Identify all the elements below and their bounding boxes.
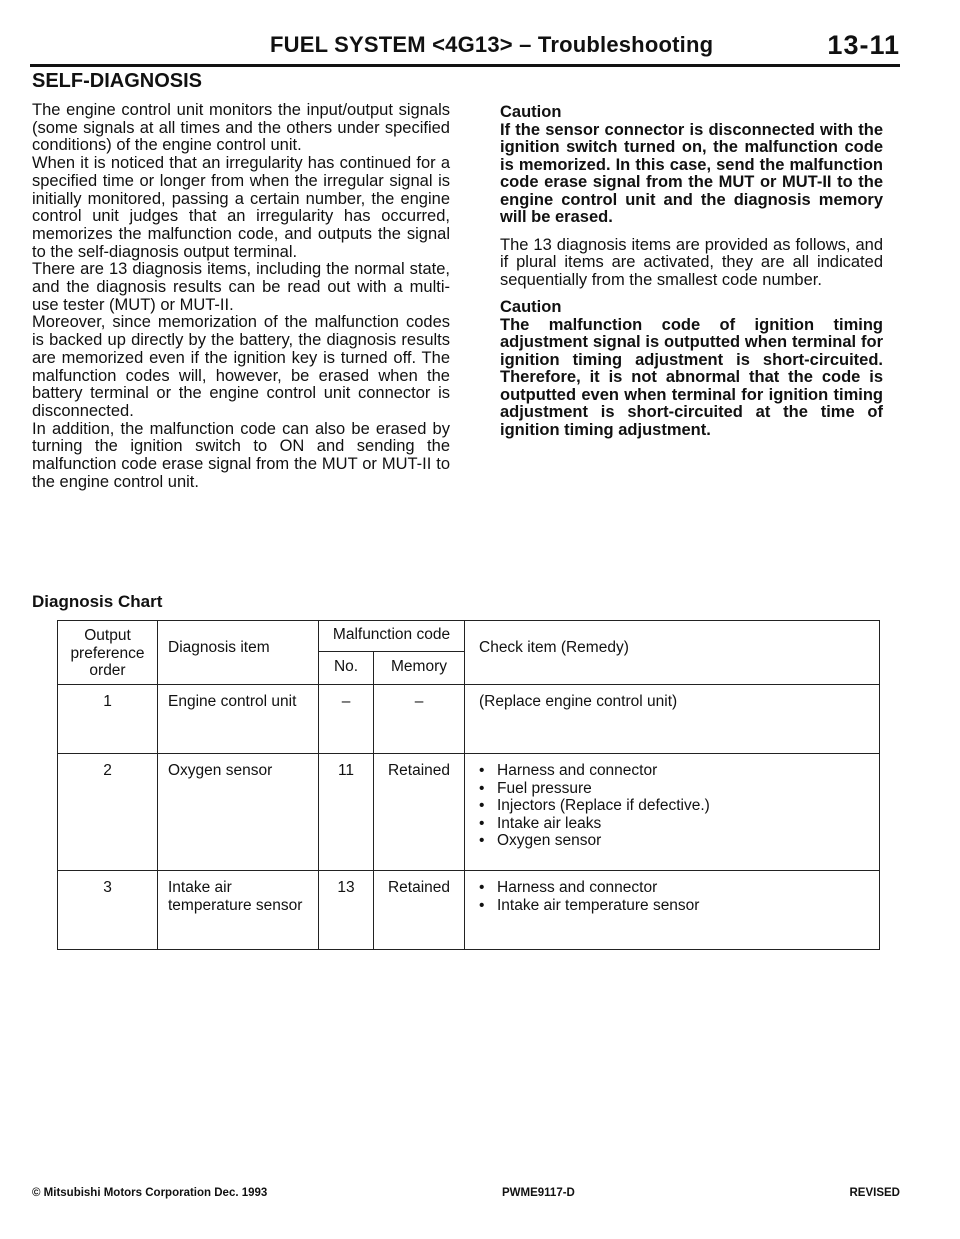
caution-heading-1: Caution — [500, 103, 562, 121]
caution-text-1: If the sensor connector is disconnected with the ignition switch turned on, the malfunction code is memorized. In this case, send the malfunction code erase signal from the MUT or MUT-II to the engine control unit and the diagnosis memory will be erased. — [500, 120, 883, 226]
table-row — [58, 754, 880, 871]
header-diagnosis-item: Diagnosis item — [158, 621, 319, 685]
row-code-no: 13 — [319, 871, 374, 950]
row-check-item — [465, 685, 880, 754]
row-order: 3 — [58, 871, 158, 950]
header-output-order: Output preference order — [58, 621, 158, 685]
check-bullet: • Intake air leaks — [479, 815, 879, 833]
row-order: 2 — [58, 754, 158, 871]
section-title: SELF-DIAGNOSIS — [32, 70, 203, 92]
footer-copyright: © Mitsubishi Motors Corporation Dec. 1993 — [32, 1187, 268, 1199]
check-list — [479, 879, 879, 914]
row-memory: Retained — [374, 871, 465, 950]
footer-doc-code: PWME9117-D — [502, 1187, 575, 1199]
row-diagnosis-item: Intake air temperature sensor — [158, 871, 319, 950]
left-column — [32, 102, 450, 491]
check-bullet: • Fuel pressure — [479, 780, 879, 798]
header-no: No. — [319, 652, 374, 685]
row-memory: – — [374, 685, 465, 754]
diagnosis-items-paragraph: There are 13 diagnosis items, including the normal state, and the diagnosis results can be read out with a multi-use tester (MUT) or MUT-II. — [32, 260, 450, 314]
header-memory: Memory — [374, 652, 465, 685]
erase-paragraph: In addition, the malfunction code can also be erased by turning the ignition switch to ON and sending the malfunction code erase signal from the MUT or MUT-II to the engine control unit. — [32, 419, 450, 491]
table-row — [58, 871, 880, 950]
intro-paragraph: The engine control unit monitors the input/output signals (some signals at all times and the others under specified conditions) of the engine control unit. — [32, 101, 450, 155]
header-malfunction-code: Malfunction code — [319, 621, 465, 652]
check-bullet: • Injectors (Replace if defective.) — [479, 797, 879, 815]
check-bullet: • Oxygen sensor — [479, 832, 879, 850]
diagnosis-chart-table — [57, 620, 880, 950]
table-row — [58, 685, 880, 754]
header-title: FUEL SYSTEM <4G13> – Troubleshooting — [270, 32, 714, 57]
footer-revised: REVISED — [849, 1187, 900, 1199]
header-check-item: Check item (Remedy) — [465, 621, 880, 685]
page-number: 13-11 — [827, 30, 900, 60]
check-list — [479, 762, 879, 850]
check-bullet: • Intake air temperature sensor — [479, 897, 879, 915]
chart-title: Diagnosis Chart — [32, 592, 163, 611]
row-check-item — [465, 871, 880, 950]
table-header-row — [58, 621, 880, 652]
row-order: 1 — [58, 685, 158, 754]
irregularity-paragraph: When it is noticed that an irregularity has continued for a specified time or longer from when the irregular signal is initially monitored, passing a certain number, the engine control unit judges that an irregularity has occurred, memorizes the malfunction code, and outputs the signal to the self-diagnosis output terminal. — [32, 154, 450, 261]
row-code-no: 11 — [319, 754, 374, 871]
memory-backup-paragraph: Moreover, since memorization of the malfunction codes is backed up directly by the battery, the diagnosis results are memorized even if the ignition key is turned off. The malfunction codes will, however, be erased when the battery terminal or the engine control unit connector is disconnected. — [32, 313, 450, 420]
row-diagnosis-item: Oxygen sensor — [158, 754, 319, 871]
caution-heading-2: Caution — [500, 298, 562, 316]
page-header — [30, 28, 900, 67]
row-check-item — [465, 754, 880, 871]
check-bullet: • Harness and connector — [479, 879, 879, 897]
caution-text-2: The malfunction code of ignition timing adjustment signal is outputted when terminal for ignition timing adjustment is short-circuited. Therefore, it is not abnormal that the code is outputted even when terminal for ignition timing adjustment is short-circuited at the time of ignition timing adjustment. — [500, 315, 883, 439]
row-memory: Retained — [374, 754, 465, 871]
check-bullet: • Harness and connector — [479, 762, 879, 780]
right-column — [500, 104, 883, 449]
row-diagnosis-item: Engine control unit — [158, 685, 319, 754]
check-text: (Replace engine control unit) — [479, 693, 678, 710]
row-code-no: – — [319, 685, 374, 754]
diagnosis-order-paragraph: The 13 diagnosis items are provided as follows, and if plural items are activated, they are all indicated sequentially from the smallest code number. — [500, 235, 883, 289]
